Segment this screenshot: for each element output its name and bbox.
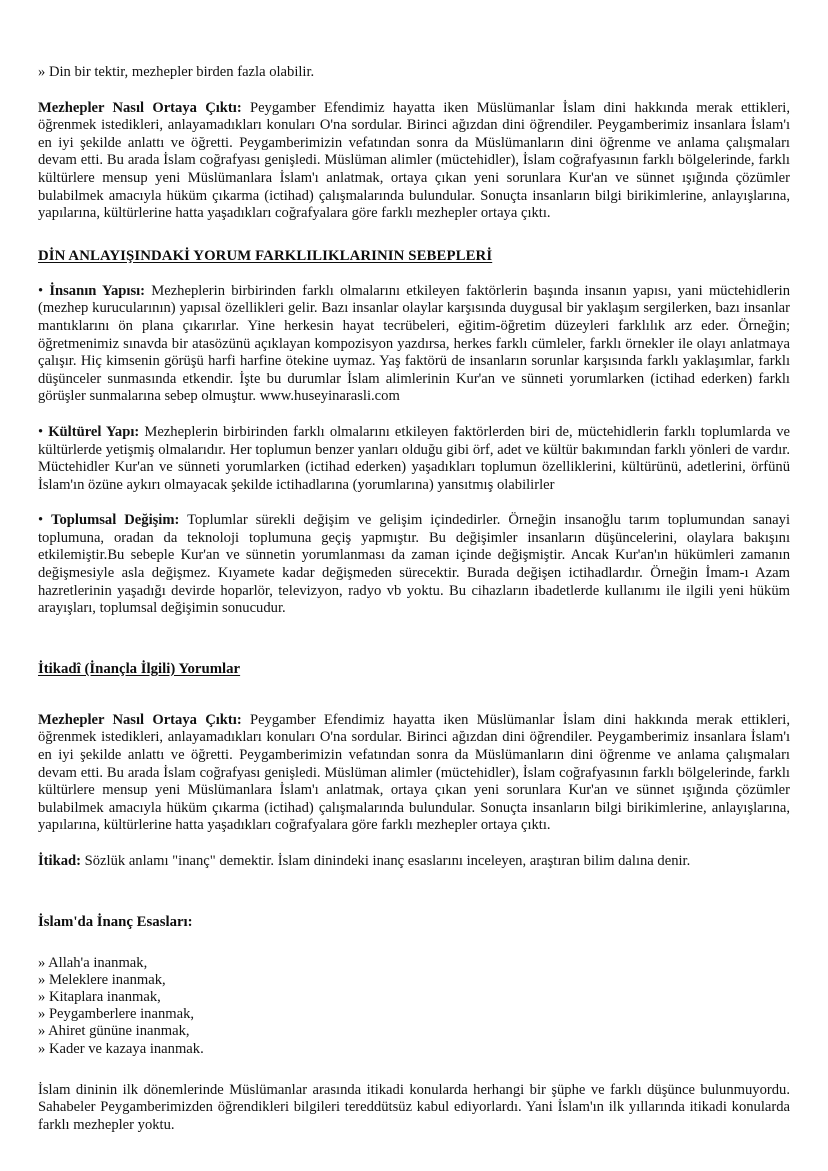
intro-note: » Din bir tektir, mezhepler birden fazla olabilir. bbox=[38, 64, 315, 80]
list-item: » Kader ve kazaya inanmak. bbox=[38, 1040, 204, 1057]
paragraph-label: Mezhepler Nasıl Ortaya Çıktı: bbox=[38, 99, 242, 116]
section-heading-itikadi-yorumlar: İtikadî (İnançla İlgili) Yorumlar bbox=[38, 660, 241, 677]
spacer bbox=[38, 1058, 790, 1082]
spacer bbox=[38, 618, 790, 660]
spacer bbox=[38, 871, 790, 913]
paragraph-closing: İslam dininin ilk dönemlerinde Müslümanlar arasında itikadi konularda herhangi bir şüphe ve farklı düşünce bulunmuyordu. Sahabeler Peygamberimizden öğrendikleri bilgileri tereddütsüz kabul ediyorlardı. Yani İslam'ın ilk yıllarında itikadi konularda farklı mezhepler yoktu. bbox=[38, 1081, 790, 1133]
paragraph-text: Peygamber Efendimiz hayatta iken Müslümanlar İslam dini hakkında merak ettikleri, öğrenmek istedikleri, anlayamadıkları konuları O'na sordular. Birinci ağızdan dini öğrendiler. Peygamberimiz insanlara İslam'ı en iyi şekilde anlattı ve öğretti. Peygamberimizin vefatından sonra da Müslümanların dini öğrenme ve anlama çalışmaları devam etti. Bu arada İslam coğrafyası genişledi. Müslüman alimler (müctehidler), İslam coğrafyasının farklı bölgelerinde, farklı kültürlere mensup yeni Müslümanlara İslam'ı anlatmak, ortaya çıkan yeni sorunlara Kur'an ve sünnet ışığında çözümler bulabilmek amacıyla hüküm çıkarma (ictihad) çalışmalarında bulundular. Sonuçta insanların bilgi birikimlerine, anlayışlarına, yapılarına, kültürlerine hatta yaşadıkları coğrafyalara göre farklı mezhepler ortaya çıktı. bbox=[38, 711, 790, 834]
spacer bbox=[38, 265, 790, 283]
list-item: » Ahiret gününe inanmak, bbox=[38, 1023, 190, 1040]
paragraph-toplumsal-degisim bbox=[38, 512, 790, 618]
paragraph-label: İnsanın Yapısı: bbox=[49, 282, 146, 299]
bullet-icon: • bbox=[38, 282, 44, 299]
section-heading-sebepler: DİN ANLAYIŞINDAKİ YORUM FARKLILIKLARININ SEBEPLERİ bbox=[38, 247, 493, 264]
paragraph-text: Sözlük anlamı "inanç" demektir. İslam dinindeki inanç esaslarını inceleyen, araştıran bilim dalına denir. bbox=[80, 853, 691, 869]
spacer bbox=[38, 835, 790, 853]
paragraph-insanin-yapisi bbox=[38, 283, 790, 406]
paragraph-label: Mezhepler Nasıl Ortaya Çıktı: bbox=[38, 711, 242, 728]
list-item: » Meleklere inanmak, bbox=[38, 971, 166, 988]
paragraph-label: Toplumsal Değişim: bbox=[51, 512, 180, 529]
paragraph-label: İtikad: bbox=[38, 853, 81, 869]
paragraph-text: Peygamber Efendimiz hayatta iken Müslümanlar İslam dini hakkında merak ettikleri, öğrenmek istedikleri, anlayamadıkları konuları O'na sordular. Birinci ağızdan dini öğrendiler. Peygamberimiz insanlara İslam'ı en iyi şekilde anlattı ve öğretti. Peygamberimizin vefatından sonra da Müslümanların dini öğrenme ve anlama çalışmaları devam etti. Bu arada İslam coğrafyası genişledi. Müslüman alimler (müctehidler), İslam coğrafyasının farklı bölgelerinde, farklı kültürlere mensup yeni Müslümanlara İslam'ı anlatmak, ortaya çıkan yeni sorunlara Kur'an ve sünnet ışığında çözümler bulabilmek amacıyla hüküm çıkarma (ictihad) çalışmalarında bulundular. Sonuçta insanların bilgi birikimlerine, anlayışlarına, yapılarına, kültürlerine hatta yaşadıkları coğrafyalara göre farklı mezhepler ortaya çıktı. bbox=[38, 99, 790, 222]
document-body bbox=[38, 64, 790, 1135]
list-item: » Allah'a inanmak, bbox=[38, 954, 148, 971]
spacer bbox=[38, 82, 790, 100]
list-item: » Kitaplara inanmak, bbox=[38, 989, 161, 1005]
paragraph-label: Kültürel Yapı: bbox=[48, 423, 140, 440]
paragraph-mezhepler-nasil-ortaya-cikti-2 bbox=[38, 712, 790, 835]
inanc-esaslari-list bbox=[38, 955, 790, 1058]
spacer bbox=[38, 406, 790, 424]
spacer bbox=[38, 494, 790, 512]
bullet-icon: • bbox=[38, 512, 44, 529]
paragraph-text: Toplumlar sürekli değişim ve gelişim içindedirler. Örneğin insanoğlu tarım toplumundan sanayi toplumuna, oradan da teknoloji toplumuna geçiş yapmıştır. Bu değişimler insanların düşüncelerini, olaylara bakışını etkilemiştir.Bu sebeple Kur'an ve sünnetin yorumlanması da zaman içinde değişmiştir. Ancak Kur'an'ın hükümleri zamanın değişmesiyle asla değişmez. Kıyamete kadar değişmeden sürecektir. Burada değişen ictihadlardır. Örneğin İmam-ı Azam hazretlerinin yaşadığı devirde hoparlör, televizyon, radyo vb yoktu. Bu cihazların ibadetlerde kullanımı ile ilgili yeni hüküm arayışları, toplumsal değişimin sonucudur. bbox=[38, 512, 791, 617]
spacer bbox=[38, 223, 790, 247]
bullet-icon: • bbox=[38, 423, 44, 440]
paragraph-itikad-definition bbox=[38, 853, 790, 871]
section-heading-inanc-esaslari: İslam'da İnanç Esasları: bbox=[38, 913, 193, 930]
paragraph-text: Mezheplerin birbirinden farklı olmalarını etkileyen faktörlerin başında insanın yapısı, yani müctehidlerin (mezhep kurucularının) yapısal özellikleri gelir. Bazı insanlar olaylar karşısında duygusal bir yaklaşım sergilerken, bazı insanlar mantıklarını ön plana çıkarırlar. Yine herkesin hayat tecrübeleri, eğitim-öğretim düzeyleri farklılık arz eder. Örneğin; öğretmenimiz sınavda bir atasözünü açıklayan kompozisyon yazdırsa, herkes farklı cümleler, farklı örnekler ile olayı anlatmaya çalışır. Hiç kimsenin görüşü harfi harfine ötekine uymaz. Yaş faktörü de insanların sorunlar karşısında farklı yaklaşımlar, farklı düşünceler sunmasında etkendir. İşte bu durumlar İslam alimlerinin Kur'an ve sünneti yorumlarken (ictihad ederken) farklı görüşler sunmalarına sebep olmuştur. www.huseyinarasli.com bbox=[38, 282, 790, 405]
list-item: » Peygamberlere inanmak, bbox=[38, 1006, 195, 1023]
paragraph-text: Mezheplerin birbirinden farklı olmalarını etkileyen faktörlerden biri de, müctehidlerin farklı toplumlarda ve kültürlerde yetişmiş olmalarıdır. Her toplumun benzer yanları olduğu gibi örf, adet ve kültür bakımından farklı yönleri de vardır. Müctehidler Kur'an ve sünneti yorumlarken (ictihad ederken) yaşadıkları toplumun özelliklerini, kültürünü, adetlerini, örfünü İslam'ın özüne aykırı olmayacak şekilde ictihadlarına (yorumlarına) yansıtmış olabilirler bbox=[38, 423, 790, 493]
spacer bbox=[38, 678, 790, 712]
paragraph-mezhepler-nasil-ortaya-cikti-1 bbox=[38, 100, 790, 223]
spacer bbox=[38, 931, 790, 955]
paragraph-kulturel-yapi bbox=[38, 424, 790, 494]
